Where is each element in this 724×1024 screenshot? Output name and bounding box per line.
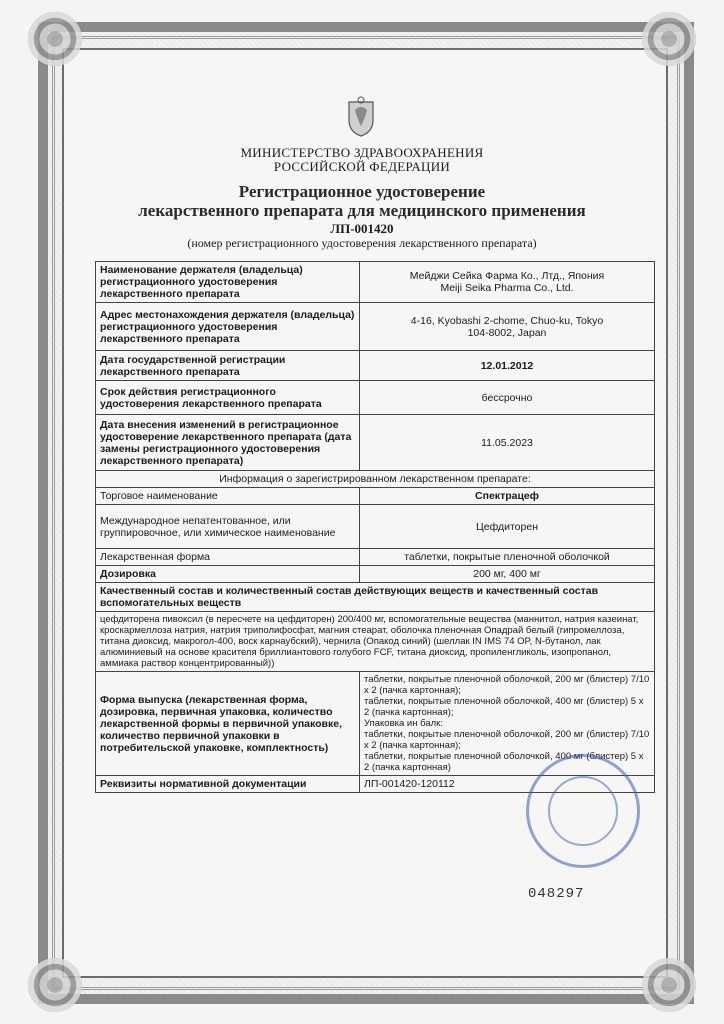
normative-docs-label: Реквизиты нормативной документации [96, 776, 360, 793]
table-row [96, 583, 655, 612]
corner-rosette [28, 958, 82, 1012]
registration-number: ЛП-001420 [330, 221, 394, 236]
packaging-line-4: таблетки, покрытые пленочной оболочкой, 200 мг (блистер) 7/10 х 2 (пачка картонная); [364, 729, 650, 751]
validity-value: бессрочно [360, 381, 655, 415]
coat-of-arms-icon [341, 96, 381, 138]
title-line-1: Регистрационное удостоверение [238, 182, 486, 201]
table-row [96, 351, 655, 381]
composition-text: цефдиторена пивоксил (в пересчете на цефдиторен) 200/400 мг, вспомогательные вещества (маннитол, натрия казеинат, кроскармеллоза натрия, натрия триполифосфат, магния стеарат, оболочка пленочная Опадрай белый (гипромеллоза, титана диоксид, макрогол-400, воск карнаубский), чернила (Опакод синий) (шеллак IN IMS 74 OP, N-бутанол, лак алюминиевый на основе красителя бриллиантового голубого FCF, титана диоксид, пропиленгликоль, изопропанол, аммиака раствор концентрированный)) [96, 612, 655, 672]
dosage-label: Дозировка [96, 566, 360, 583]
table-row [96, 505, 655, 549]
address-line-1: 4-16, Kyobashi 2-chome, Chuo-ku, Tokyo [410, 314, 604, 327]
packaging-line-1: таблетки, покрытые пленочной оболочкой, 200 мг (блистер) 7/10 х 2 (пачка картонная); [364, 674, 650, 696]
packaging-line-5: таблетки, покрытые пленочной оболочкой, 400 мг (блистер) 5 х 2 (пачка картонная) [364, 751, 644, 773]
certificate-title [0, 182, 724, 220]
holder-address-label: Адрес местонахождения держателя (владельца) регистрационного удостоверения лекарственного препарата [96, 303, 360, 351]
registration-date-label: Дата государственной регистрации лекарственного препарата [96, 351, 360, 381]
table-row [96, 381, 655, 415]
trade-name-label: Торговое наименование [96, 488, 360, 505]
validity-label: Срок действия регистрационного удостоверения лекарственного препарата [96, 381, 360, 415]
table-row [96, 303, 655, 351]
corner-rosette [28, 12, 82, 66]
ministry-line-2: РОССИЙСКОЙ ФЕДЕРАЦИИ [273, 159, 451, 174]
corner-rosette [642, 12, 696, 66]
inn-value: Цефдиторен [360, 505, 655, 549]
seal-stamp-inner-ring [548, 776, 618, 846]
holder-name-ru: Мейджи Сейка Фарма Ко., Лтд., Япония [409, 270, 605, 282]
table-row [96, 566, 655, 583]
change-date-value: 11.05.2023 [360, 415, 655, 471]
address-line-2: 104-8002, Japan [467, 326, 547, 339]
dosage-form-value: таблетки, покрытые пленочной оболочкой [360, 549, 655, 566]
inn-label: Международное непатентованное, или группировочное, или химическое наименование [96, 505, 360, 549]
table-row [96, 488, 655, 505]
dosage-value: 200 мг, 400 мг [360, 566, 655, 583]
holder-address-value [360, 303, 655, 351]
holder-name-en: Meiji Seika Pharma Co., Ltd. [440, 282, 574, 294]
ministry-header [0, 146, 724, 174]
registration-date-value: 12.01.2012 [360, 351, 655, 381]
holder-name-label: Наименование держателя (владельца) регистрационного удостоверения лекарственного препарата [96, 262, 360, 303]
table-row [96, 262, 655, 303]
change-date-label: Дата внесения изменений в регистрационное удостоверение лекарственного препарата (дата замены регистрационного удостоверения лекарственного препарата) [96, 415, 360, 471]
table-row [96, 549, 655, 566]
holder-name-value [360, 262, 655, 303]
packaging-line-2: таблетки, покрытые пленочной оболочкой, 400 мг (блистер) 5 х 2 (пачка картонная); [364, 696, 644, 718]
registration-table [95, 261, 655, 793]
ministry-line-1: МИНИСТЕРСТВО ЗДРАВООХРАНЕНИЯ [240, 145, 484, 160]
table-row [96, 415, 655, 471]
registration-number-note: (номер регистрационного удостоверения лекарственного препарата) [187, 236, 537, 250]
table-row [96, 612, 655, 672]
packaging-value [360, 672, 655, 776]
composition-label: Качественный состав и количественный состав действующих веществ и качественный состав вспомогательных веществ [96, 583, 655, 612]
serial-number: 048297 [528, 886, 585, 902]
corner-rosette [642, 958, 696, 1012]
dosage-form-label: Лекарственная форма [96, 549, 360, 566]
table-row [96, 471, 655, 488]
trade-name-value: Спектрацеф [360, 488, 655, 505]
normative-docs-value: ЛП-001420-120112 [360, 776, 655, 793]
drug-info-section-title: Информация о зарегистрированном лекарственном препарате: [96, 471, 655, 488]
title-line-2: лекарственного препарата для медицинского применения [138, 201, 586, 220]
packaging-label: Форма выпуска (лекарственная форма, дозировка, первичная упаковка, количество лекарственной формы в первичной упаковке, количество первичной упаковки в потребительской упаковке, комплектность) [96, 672, 360, 776]
packaging-line-3: Упаковка ин балк: [364, 718, 443, 729]
